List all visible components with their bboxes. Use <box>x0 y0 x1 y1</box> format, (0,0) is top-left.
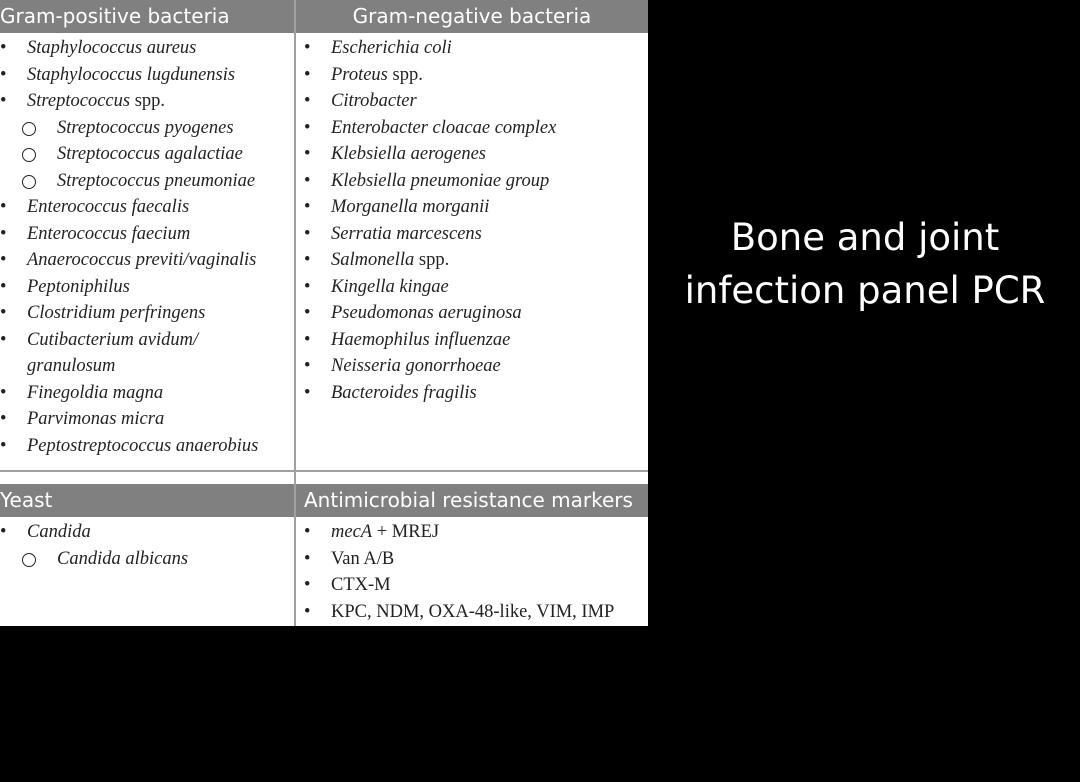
gram-negative-item <box>304 327 648 354</box>
organism-name: KPC, NDM, OXA-48-like, VIM, IMP <box>331 601 615 622</box>
organism-name: Morganella morganii <box>331 197 490 217</box>
sub-bullet-icon <box>22 553 36 567</box>
organism-name: Van A/B <box>331 548 395 569</box>
gram-negative-item <box>304 168 648 195</box>
bullet-icon: • <box>304 601 311 622</box>
bullet-icon: • <box>0 197 7 217</box>
organism-name: Staphylococcus lugdunensis <box>27 64 236 85</box>
organism-name: Escherichia coli <box>331 38 452 58</box>
sub-bullet-icon <box>22 175 36 189</box>
item-text <box>57 546 188 573</box>
sub-bullet-icon <box>22 122 36 136</box>
bullet-icon: • <box>0 382 7 403</box>
item-text <box>27 88 165 115</box>
bullet-icon: • <box>0 250 7 270</box>
gram-negative-item <box>304 141 648 168</box>
organism-name: Citrobacter <box>331 91 417 111</box>
organism-name: Neisseria gonorrhoeae <box>331 356 501 376</box>
gram-positive-item <box>0 327 294 354</box>
organism-name: Anaerococcus previti/vaginalis <box>27 250 257 270</box>
bullet-icon: • <box>304 223 311 244</box>
item-text <box>331 221 482 248</box>
bullet-icon: • <box>304 548 311 569</box>
item-text <box>57 115 234 142</box>
gram-negative-item <box>304 274 648 301</box>
item-text <box>331 115 556 142</box>
item-text <box>27 221 190 248</box>
organism-name: Parvimonas micra <box>27 409 165 429</box>
item-text <box>57 141 243 168</box>
amr-item <box>304 599 648 626</box>
gram-positive-item <box>0 274 294 301</box>
bullet-icon: • <box>304 276 311 297</box>
amr-header: Antimicrobial resistance markers <box>296 484 648 517</box>
gram-positive-item <box>0 115 294 142</box>
organism-name: Serratia marcescens <box>331 223 482 244</box>
amr-item <box>304 546 648 573</box>
item-text <box>331 380 477 407</box>
item-text <box>27 35 196 62</box>
column-divider <box>294 0 296 626</box>
yeast-item <box>0 519 294 546</box>
item-text <box>27 327 198 354</box>
item-text <box>331 519 439 546</box>
organism-name: Proteus <box>331 64 388 85</box>
organism-name: mecA <box>331 522 373 542</box>
organism-name: Cutibacterium avidum/ <box>27 329 199 350</box>
item-text <box>27 353 115 380</box>
organism-name: Streptococcus pyogenes <box>57 117 234 138</box>
bullet-icon: • <box>0 329 7 350</box>
title-line-1: Bone and joint <box>730 216 1000 259</box>
amr-list <box>304 519 648 625</box>
gram-positive-item <box>0 168 294 195</box>
item-suffix: + MREJ <box>372 522 440 542</box>
item-text <box>331 88 417 115</box>
gram-negative-item <box>304 247 648 274</box>
bullet-icon: • <box>304 356 311 376</box>
gram-positive-item <box>0 62 294 89</box>
sub-bullet-icon <box>22 148 36 162</box>
bullet-icon: • <box>0 276 7 297</box>
bullet-icon: • <box>304 91 311 111</box>
yeast-list <box>0 519 294 572</box>
organism-name: Enterobacter cloacae complex <box>331 117 557 138</box>
item-text <box>331 353 501 380</box>
title-line-2: infection panel PCR <box>684 269 1046 312</box>
item-text <box>331 300 522 327</box>
organism-name: Peptostreptococcus anaerobius <box>27 435 259 456</box>
gram-positive-item <box>0 35 294 62</box>
item-text <box>27 380 163 407</box>
row-divider <box>0 470 648 472</box>
bullet-icon: • <box>304 117 311 138</box>
item-text <box>27 194 189 221</box>
organism-name: Bacteroides fragilis <box>331 382 477 403</box>
item-text <box>331 141 486 168</box>
item-text <box>27 274 130 301</box>
item-text <box>27 247 256 274</box>
item-text <box>331 35 452 62</box>
bullet-icon: • <box>304 64 311 85</box>
organism-name: Candida <box>27 522 91 542</box>
item-text <box>331 274 449 301</box>
bullet-icon: • <box>304 170 311 191</box>
organism-name: Salmonella <box>331 250 415 270</box>
item-text <box>331 247 449 274</box>
organism-name: Haemophilus influenzae <box>331 329 511 350</box>
yeast-header: Yeast <box>0 484 294 517</box>
organism-name: Streptococcus pneumoniae <box>57 170 256 191</box>
gram-positive-header: Gram-positive bacteria <box>0 0 294 33</box>
organism-name: Klebsiella aerogenes <box>331 144 486 164</box>
organism-name: Kingella kingae <box>331 276 449 297</box>
organism-name: Peptoniphilus <box>27 276 130 297</box>
bullet-icon: • <box>0 409 7 429</box>
organism-name: Clostridium perfringens <box>27 303 206 323</box>
organism-name: Klebsiella pneumoniae group <box>331 170 550 191</box>
gram-negative-item <box>304 194 648 221</box>
pathogen-table <box>0 0 648 626</box>
gram-positive-item <box>0 194 294 221</box>
bullet-icon: • <box>0 91 7 111</box>
gram-positive-item <box>0 247 294 274</box>
gram-negative-item <box>304 88 648 115</box>
item-text <box>27 519 91 546</box>
bullet-icon: • <box>304 522 311 542</box>
bullet-icon: • <box>0 223 7 244</box>
panel-title <box>660 211 1070 317</box>
bullet-icon: • <box>304 250 311 270</box>
organism-name: Staphylococcus aureus <box>27 38 197 58</box>
gram-negative-item <box>304 300 648 327</box>
organism-name: Pseudomonas aeruginosa <box>331 303 522 323</box>
item-text <box>331 546 394 573</box>
gram-positive-item <box>0 433 294 460</box>
organism-name: Enterococcus faecalis <box>27 197 190 217</box>
gram-negative-item <box>304 62 648 89</box>
gram-positive-item <box>0 141 294 168</box>
bullet-icon: • <box>304 329 311 350</box>
item-text <box>331 572 391 599</box>
item-text <box>331 599 614 626</box>
item-text <box>27 300 205 327</box>
gram-positive-item <box>0 380 294 407</box>
gram-negative-item <box>304 35 648 62</box>
gram-negative-header: Gram-negative bacteria <box>296 0 648 33</box>
amr-item <box>304 572 648 599</box>
amr-item <box>304 519 648 546</box>
gram-negative-item <box>304 115 648 142</box>
gram-negative-item <box>304 221 648 248</box>
gram-negative-item <box>304 353 648 380</box>
item-text <box>331 62 423 89</box>
gram-positive-list <box>0 35 294 459</box>
organism-name: granulosum <box>27 356 116 376</box>
item-text <box>27 433 258 460</box>
organism-name: Candida albicans <box>57 548 189 569</box>
bullet-icon: • <box>304 197 311 217</box>
organism-name: CTX-M <box>331 575 391 595</box>
item-text <box>331 168 549 195</box>
item-suffix: spp. <box>414 250 450 270</box>
item-text <box>331 194 489 221</box>
gram-positive-item <box>0 300 294 327</box>
item-text <box>27 406 164 433</box>
bullet-icon: • <box>0 303 7 323</box>
organism-name: Enterococcus faecium <box>27 223 191 244</box>
item-text <box>27 62 235 89</box>
bullet-icon: • <box>0 522 7 542</box>
gram-negative-item <box>304 380 648 407</box>
gram-positive-item <box>0 406 294 433</box>
gram-positive-item <box>0 88 294 115</box>
bullet-icon: • <box>304 38 311 58</box>
item-suffix: spp. <box>387 64 423 85</box>
item-text <box>331 327 510 354</box>
item-text <box>57 168 255 195</box>
bullet-icon: • <box>0 64 7 85</box>
bullet-icon: • <box>304 144 311 164</box>
organism-name: Streptococcus <box>27 91 131 111</box>
organism-name: Finegoldia magna <box>27 382 164 403</box>
organism-name: Streptococcus agalactiae <box>57 144 243 164</box>
bullet-icon: • <box>0 435 7 456</box>
gram-positive-item <box>0 353 294 380</box>
bullet-icon: • <box>0 38 7 58</box>
gram-negative-list <box>304 35 648 406</box>
bullet-icon: • <box>304 303 311 323</box>
bullet-icon: • <box>304 575 311 595</box>
item-suffix: spp. <box>130 91 166 111</box>
yeast-item <box>0 546 294 573</box>
bullet-icon: • <box>304 382 311 403</box>
gram-positive-item <box>0 221 294 248</box>
